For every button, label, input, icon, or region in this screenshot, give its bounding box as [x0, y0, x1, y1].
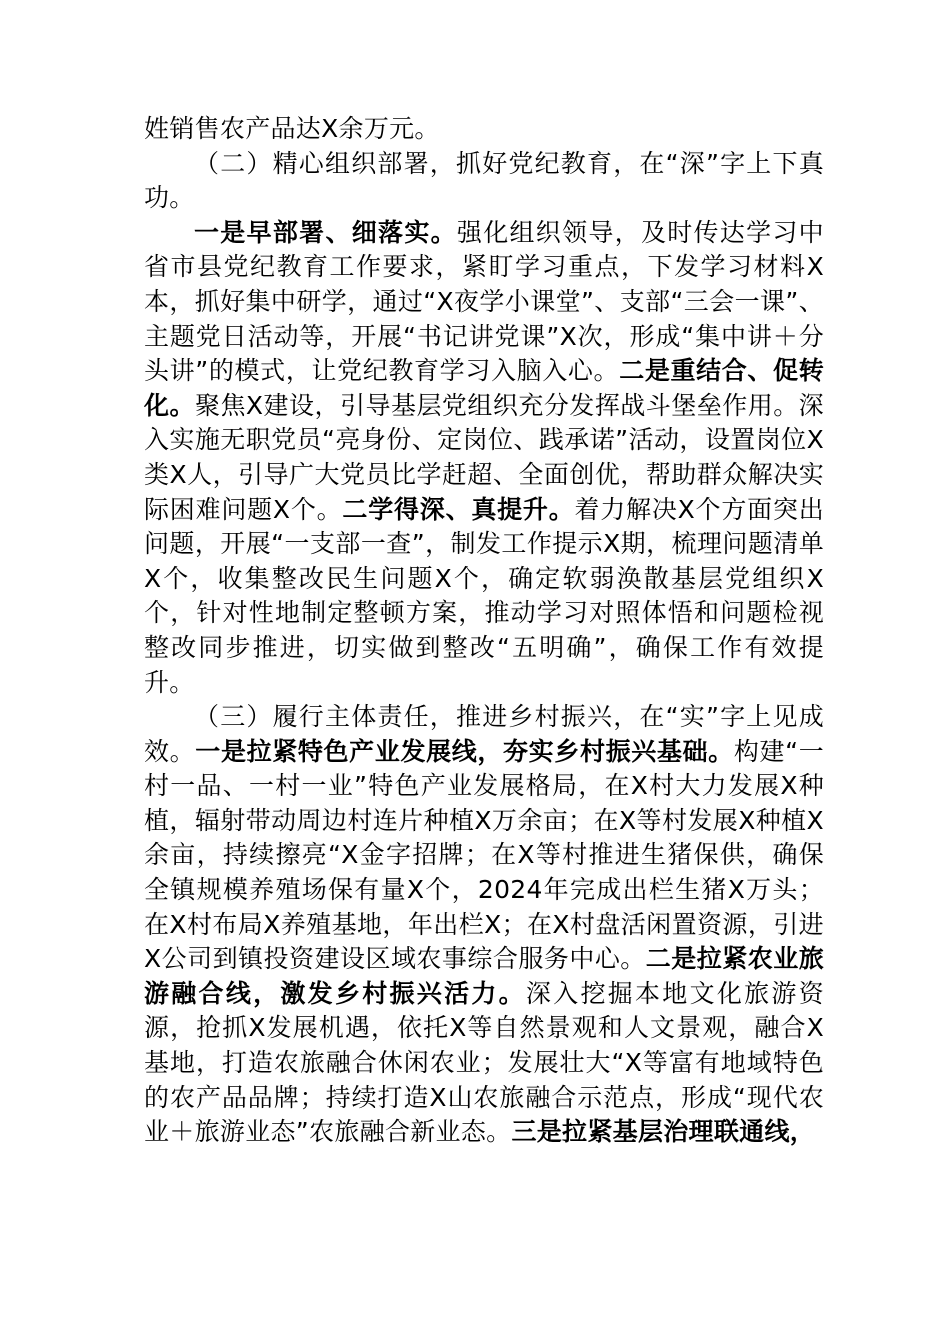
paragraph-rural-revitalization [144, 700, 824, 1150]
point-heading-3: 二学得深、真提升。 [342, 494, 575, 524]
section-heading-2: （二）精心组织部署，抓好党纪教育，在“深”字上下真功。 [144, 148, 824, 213]
point-heading-1: 一是早部署、细落实。 [194, 217, 457, 247]
point-text-4: 构建“一村一品、一村一业”特色产业发展格局，在X村大力发展X种植，辐射带动周边村连片种植X万余亩；在X等村发展X种植X余亩，持续擦亮“X金字招牌；在X等村推进生猪保供，确保全镇规模养殖场保有量X个，2024年完成出栏生猪X万头；在X村布局X养殖基地，年出栏X；在X村盘活闲置资源，引进X公司到镇投资建设区域农事综合服务中心。 [144, 736, 824, 974]
document-body [144, 112, 824, 1150]
point-text-3: 着力解决X个方面突出问题，开展“一支部一查”，制发工作提示X期，梳理问题清单X个，收集整改民生问题X个，确定软弱涣散基层党组织X个，针对性地制定整顿方案，推动学习对照体悟和问题检视整改同步推进，切实做到整改“五明确”，确保工作有效提升。 [144, 494, 824, 697]
point-text-1: 强化组织领导，及时传达学习中省市县党纪教育工作要求，紧盯学习重点，下发学习材料X本，抓好集中研学，通过“X夜学小课堂”、支部“三会一课”、主题党日活动等，开展“书记讲党课”X次，形成“集中讲＋分头讲”的模式，让党纪教育学习入脑入心。 [144, 217, 824, 386]
point-text-2: 聚焦X建设，引导基层党组织充分发挥战斗堡垒作用。深入实施无职党员“亮身份、定岗位、践承诺”活动，设置岗位X类X人，引导广大党员比学赶超、全面创优，帮助群众解决实际困难问题X个。 [144, 390, 824, 524]
point-heading-6: 三是拉紧基层治理联通线， [511, 1117, 816, 1147]
section-heading-3: （三）履行主体责任，推进乡村振兴，在“实”字上见成效。 [144, 702, 824, 766]
paragraph-continuation: 姓销售农产品达X余万元。 [144, 114, 440, 143]
point-text-5: 深入挖掘本地文化旅游资源，抢抓X发展机遇，依托X等自然景观和人文景观，融合X基地，打造农旅融合休闲农业；发展壮大“X等富有地域特色的农产品品牌；持续打造X山农旅融合示范点，形成“现代农业＋旅游业态”农旅融合新业态。 [144, 978, 824, 1147]
point-heading-5: 二是拉紧农业旅游融合线，激发乡村振兴活力。 [144, 944, 824, 1008]
paragraph-party-discipline [144, 216, 824, 700]
point-heading-2: 二是重结合、促转化。 [144, 356, 824, 420]
point-heading-4: 一是拉紧特色产业发展线，夯实乡村振兴基础。 [195, 736, 734, 766]
